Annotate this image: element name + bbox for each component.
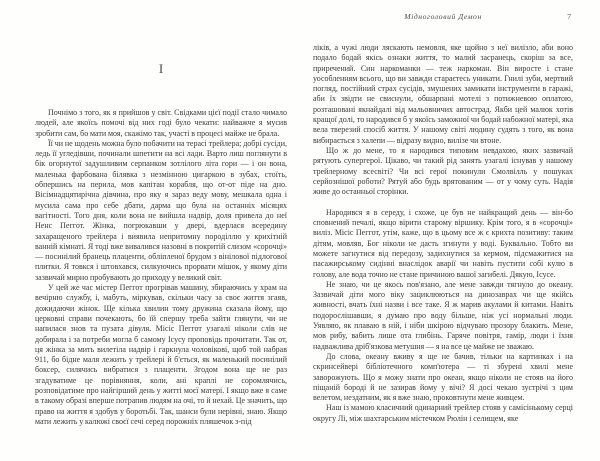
body-paragraph: До слова, океану вживу я ще не бачив, тільки на картинках і на скринсейвері бібліотечного комп'ютера — ті збурені хвилі мене заворожують. Що я можу знати про океан, якщо ніколи не стояв на його піщаній бороді й не зазирав йому у вічі? Я досі чекаю зустрічі з цим велетом, нездатним, як я вже знаю, проковтнути мене живцем. <box>313 351 573 403</box>
left-page <box>35 0 287 461</box>
running-header-title: Мідноголовий Демон <box>404 12 482 21</box>
running-header-row <box>313 12 573 23</box>
body-paragraph: ліків, а чужі люди ляскають немовля, яке щойно з неї вилізло, аби воно подало бодай якісь ознаки життя, то малий засранець, скоріш за все, приречений. Син наркоманки — теж наркоман. Він виросте і стане уособленням всього, що ви завжди стараєтесь уникати. Гнилі зуби, мертвий погляд, постійний страх сусідів, змушених замикати інструменти в гаражі, аби їх звідти не свиснули, обшарпані мотелі з потижневою оплатою, розташовані якнайдалі від мальовничих автострад. Якби цей малюк хотів кращої долі, то народився б у якоїсь заможної чи бодай набожної матері, яка вела тверезий спосіб життя. У нашому світі людину судять з того, як вона вибирається з халепи — відразу видно, вилізе чи втоне. <box>313 43 573 145</box>
body-paragraph: Що ж до мене, то я народився типовим невдахою, яких зазвичай рятують супергерої. Цікаво, чи такий рід занять узагалі існував у нашому трейлерному всесвіті? Чи всі герої покинули Смолвілль у пошуках серйознішої роботи? Рятуй або будь врятованим — от у чому суть. Надія живе до останньої сторінки. <box>313 145 573 197</box>
body-paragraph: Її чи не щодень можна було побачити на терасі трейлера; добрі сусіди, ледь її угледівши, починали шпетити на всі лади. Варто лиш поглянути в бік огорнутої задушливим серпанком зотлілого літа гори — і он вона, маленька фарбована білявка з незмінною цигаркою в зубах, стоїть, обпершись на перила, мов капітан корабля, що от-от піде на дно. Вісімнадцятирічна дівчина, про яку я зараз веду мову, мешкала одна і мусила сама про себе дбати, дарма що була на останніх місяцях вагітності. Того дня, коли вона не вийшла надвір, доля привела до неї Ненс Пеггот. Жінка, погрюкавши у двері, вдерлася всередину захаращеного трейлера і виявила непритомну породіллю у крихітній ванній кімнаті. Я тоді вже вивалився назовні в покритій слизом «сорочці» — посинілий бранець плаценти, обліпленої брудом з вінілової підлогової плитки. Я товкся і штовхався, силкуючись прорвати мішок, у якому діти зазвичай мирно пробувають до приходу у великий світ. <box>35 138 287 282</box>
chapter-number: I <box>158 61 164 76</box>
left-page-body <box>35 108 287 427</box>
body-paragraph: Не знаю, чи це якось пов'язано, але мене завжди тягнуло до океану. Зазвичай діти мого віку зациклюються на динозаврах чи ще якійсь живності, вчать їхні назви і все таке. Я ж марив акулами й китами. Навіть подорослішавши, я думаю про воду більше, ніж усі нормальні люди. Уявляю, як плаваю в ній, і ніби шкірою відчуваю прозору блакить. Мене, мов рибу, вабить лише ота глибінь. Гаряче повітря, гамір, люди і їхня надважлива дріб'язкова метушня — я на все це майже не зважаю. <box>313 279 573 351</box>
body-paragraph: Почнімо з того, як я прийшов у світ. Свідками цієї події стало чимало людей, але якоїсь помочі від них годі було чекати: найважче я мусив зробити сам, бо мати моя, скажімо так, участі в процесі майже не брала. <box>35 108 287 138</box>
body-paragraph: У цей же час містер Пеггот прогрівав машину, збираючись у храм на вечірню службу, і, мабуть, міркував, скільки часу за своє життя згаяв, дожидаючи жінок. Ще кілька хвилин тому дружина сказала йому, що церковні справи почекають, бо їй спершу треба зайти глянути, чи не напилася знов та пузата дівуля. Місіс Пеггот узагалі ніколи слів не добирала і за потреби могла б самому Ісусу проповідь прочитати. Так от, ця жінка за мить вилетіла надвір і гаркнула чоловікові, щоб той набрав 911, бо бідне маля лежить у трейлері й б'ється, як маленький посинілий боксер, силячись вибратися з плаценти. Згодом вона ще не раз згадуватиме це порівняння, коли, ані краплі не соромлячись, розповідатиме про найгірший день у житті моєї матері. І якщо вже я саме в такому образі вперше потрапив людям на очі, то й нехай. Це значить, що право на життя я здобув у боротьбі. Так, шанси були нерівні, знаю. Якщо мати лежить у калюжі своєї сечі серед порожніх пляшечок з-під <box>35 283 287 426</box>
body-paragraph: Наш із мамою класичний одинарний трейлер стояв у самісінькому серці округу Лі, між шахтарським містечком Рюлін і селищем, яке <box>313 403 573 423</box>
body-paragraph: Народився я в середу, і схоже, це був не найкращий день — він-бо сповнений печалі, якщо вірити старому віршику. Крім того, я в «сорочці» виліз. Місіс Пеггот, утім, каже, що в цьому все ж є крихта позитиву: таким дітям, мовляв, Бог ніколи не дасть згинути у воді. Буквально. Тобто ви можете загнутися від передозу, задихнутися за кермом, підсмажитися на пасажирському сидінні внаслідок аварії чи навіть пустити собі кулю в голову, але вода точно не стане причиною вашої загибелі. Дякую, Ісусе. <box>313 207 573 279</box>
page-number: 7 <box>567 12 571 21</box>
right-page <box>313 0 573 461</box>
right-page-body <box>313 43 573 424</box>
